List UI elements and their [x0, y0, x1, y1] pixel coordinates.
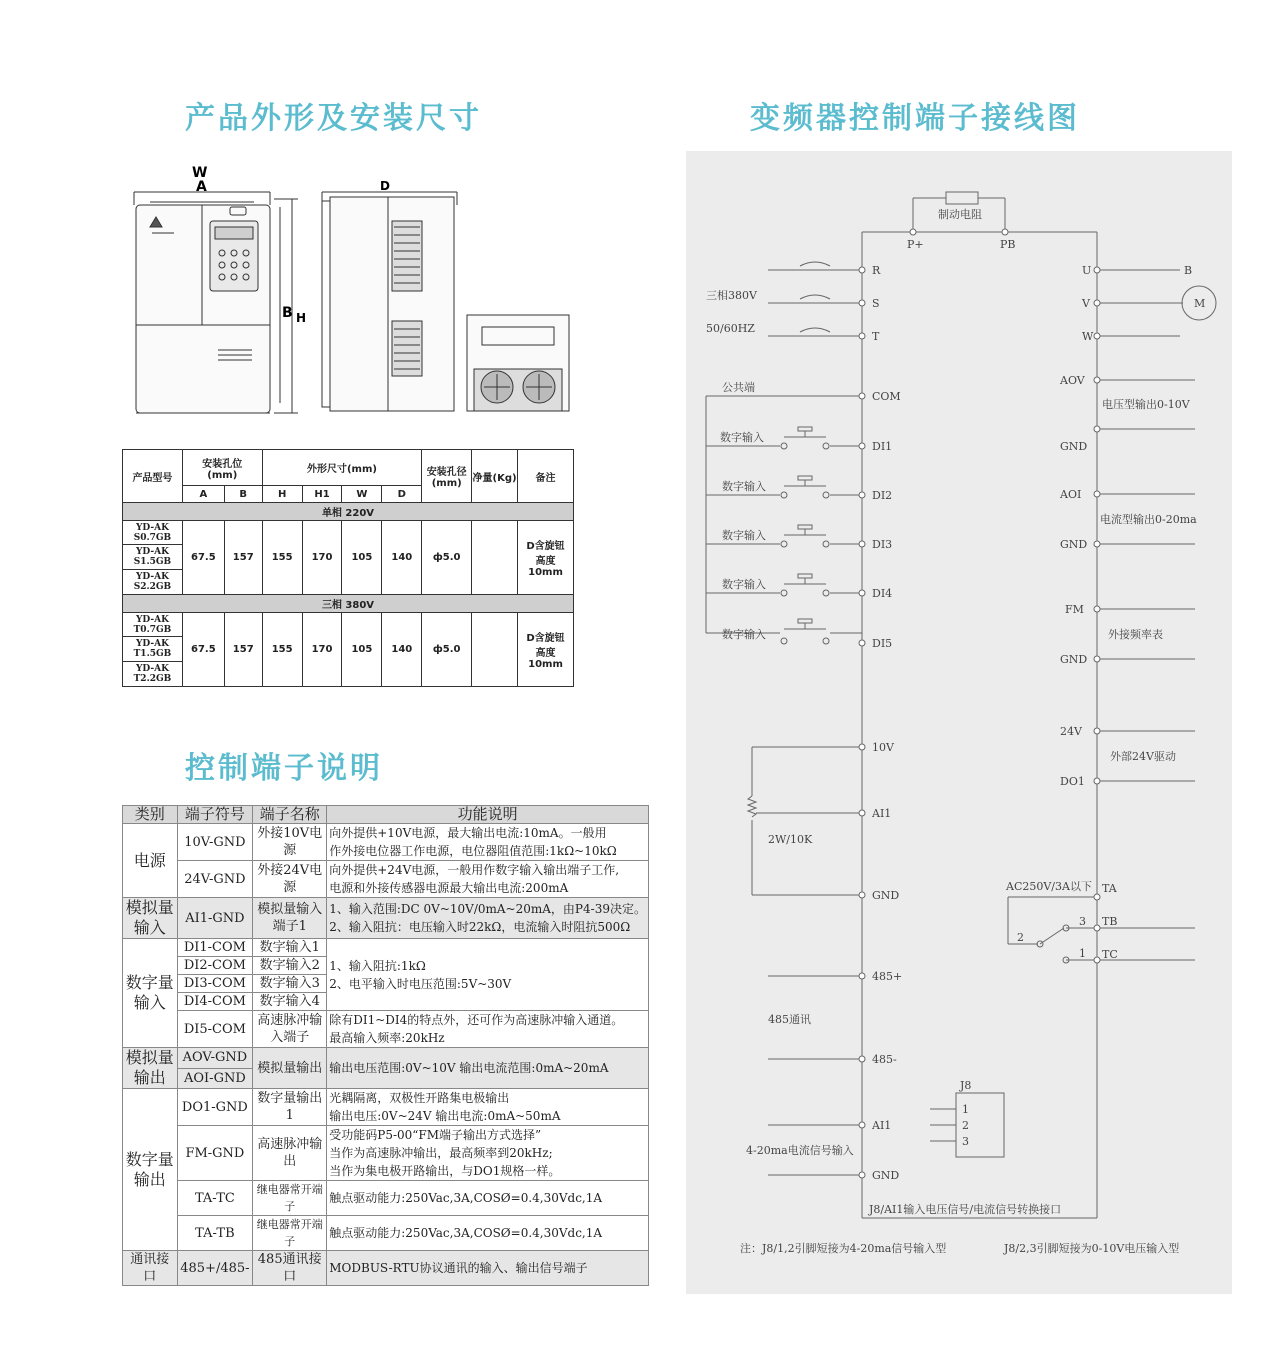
di3-label: DI3 — [872, 538, 893, 551]
term-desc: 受功能码P5-00“FM端子输出方式选择” 当作为高速脉冲输出，最高频率到20kHz; 当作为集电极开路输出，与DO1规格一样。 — [327, 1126, 649, 1181]
term-desc: 向外提供+24V电源，一般用作数字输入输出端子工作, 电源和外接传感器电源最大输出电流:200mA — [327, 861, 649, 898]
spec-col-d: D — [382, 486, 422, 503]
pot-label: 2W/10K — [768, 833, 813, 846]
spec-h-weight: 净量(Kg) — [472, 450, 518, 503]
term-symbol: AI1-GND — [177, 898, 253, 939]
spec-model: YD-AK S0.7GB — [123, 521, 183, 545]
term-h-function: 功能说明 — [327, 806, 649, 824]
spec-band-380: 三相 380V — [123, 595, 574, 613]
term-name: 数字输入4 — [253, 993, 327, 1011]
spec-value: 155 — [262, 613, 302, 687]
j8-pin-label: 2 — [962, 1119, 969, 1132]
dim-a-label: A — [196, 179, 207, 195]
term-symbol: TA-TB — [177, 1216, 253, 1251]
v24-label: 24V — [1060, 725, 1082, 738]
note1: 注：J8/1,2引脚短接为4-20ma信号输入型 — [740, 1242, 947, 1255]
term-symbol: DI1-COM — [177, 939, 253, 957]
term-symbol: FM-GND — [177, 1126, 253, 1181]
term-cat-ai: 模拟量输入 — [123, 898, 178, 939]
ai1-label: AI1 — [872, 1119, 892, 1132]
dim-h-label: H — [296, 311, 307, 325]
wiring-diagram — [686, 151, 1232, 1294]
spec-value: 105 — [342, 613, 382, 687]
term-symbol: 24V-GND — [177, 861, 253, 898]
term-symbol: DI3-COM — [177, 975, 253, 993]
spec-value: 170 — [302, 613, 342, 687]
gnd-label: GND — [872, 889, 900, 902]
term-symbol: AOV-GND — [177, 1048, 253, 1069]
term-cat-com: 通讯接口 — [123, 1251, 178, 1286]
spec-note: D含旋钮高度10mm — [518, 521, 574, 595]
term-name: 高速脉冲输入端子 — [253, 1011, 327, 1048]
term-symbol: AOI-GND — [177, 1068, 253, 1089]
term-desc: 向外提供+10V电源，最大输出电流:10mA。一般用 作外接电位器工作电源，电位器阻值范围:1kΩ~10kΩ — [327, 824, 649, 861]
term-name: 数字输入1 — [253, 939, 327, 957]
gnd-label: GND — [872, 1169, 900, 1182]
ext24-label: 外部24V驱动 — [1110, 750, 1176, 763]
aoi-label: AOI — [1060, 488, 1082, 501]
spec-value: ф5.0 — [422, 613, 472, 687]
spec-h-mount: 安装孔位 (mm) — [182, 450, 262, 486]
com-label: COM — [872, 390, 901, 403]
di4-label: DI4 — [872, 587, 893, 600]
spec-band-220: 单相 220V — [123, 503, 574, 521]
di-side-label: 数字输入 — [722, 628, 766, 641]
term-name: 继电器常开端子 — [253, 1216, 327, 1251]
fm-label: FM — [1065, 603, 1084, 616]
spec-h-note: 备注 — [518, 450, 574, 503]
p-plus-label: P+ — [907, 238, 924, 251]
term-name: 模拟量输入端子1 — [253, 898, 327, 939]
outline-heading: 产品外形及安装尺寸 — [185, 101, 482, 136]
spec-value: 157 — [224, 613, 262, 687]
dim-w-label: W — [192, 165, 208, 181]
spec-value: 157 — [224, 521, 262, 595]
relay-pin-label: 3 — [1079, 915, 1086, 928]
j8-pin-label: 1 — [962, 1103, 969, 1116]
di2-label: DI2 — [872, 489, 893, 502]
ta-label: TA — [1102, 882, 1117, 895]
spec-model: YD-AK T1.5GB — [123, 637, 183, 662]
term-symbol: DO1-GND — [177, 1089, 253, 1126]
di-side-label: 数字输入 — [722, 529, 766, 542]
spec-value: 155 — [262, 521, 302, 595]
spec-note: D含旋钮高度10mm — [518, 613, 574, 687]
w-label: W — [1082, 330, 1094, 343]
spec-col-h1: H1 — [302, 486, 342, 503]
three-phase-label: 三相380V — [706, 289, 757, 302]
term-h-name: 端子名称 — [253, 806, 327, 824]
term-symbol: DI4-COM — [177, 993, 253, 1011]
spec-value — [472, 521, 518, 595]
term-symbol: TA-TC — [177, 1181, 253, 1216]
term-desc: MODBUS-RTU协议通讯的输入、输出信号端子 — [327, 1251, 649, 1286]
spec-col-h: H — [262, 486, 302, 503]
outline-drawing — [122, 165, 574, 415]
di1-label: DI1 — [872, 440, 893, 453]
term-cat-di: 数字量输入 — [123, 939, 178, 1048]
term-h-category: 类别 — [123, 806, 178, 824]
term-name: 外接24V电源 — [253, 861, 327, 898]
spec-model: YD-AK S2.2GB — [123, 570, 183, 595]
tb-label: TB — [1102, 915, 1118, 928]
di-side-label: 数字输入 — [722, 480, 766, 493]
v-label: V — [1082, 297, 1090, 310]
i-out-label: 电流型输出0-20ma — [1100, 513, 1197, 526]
spec-h-outline: 外形尺寸(mm) — [262, 450, 422, 486]
spec-value: 67.5 — [182, 521, 224, 595]
spec-model: YD-AK T0.7GB — [123, 613, 183, 637]
relay-rating-label: AC250V/3A以下 — [1006, 880, 1092, 893]
term-desc: 触点驱动能力:250Vac,3A,COSØ=0.4,30Vdc,1A — [327, 1216, 649, 1251]
freq-label: 50/60HZ — [706, 322, 755, 335]
term-desc: 1、输入范围:DC 0V~10V/0mA~20mA，由P4-39决定。 2、输入阻抗：电压输入时22kΩ，电流输入时阻抗500Ω — [327, 898, 649, 939]
r-label: R — [872, 264, 881, 277]
j8-label: J8 — [960, 1079, 972, 1092]
term-symbol: DI5-COM — [177, 1011, 253, 1048]
spec-col-w: W — [342, 486, 382, 503]
spec-col-a: A — [182, 486, 224, 503]
term-symbol: 10V-GND — [177, 824, 253, 861]
term-name: 数字输入2 — [253, 957, 327, 975]
terminal-table — [122, 805, 649, 1286]
spec-value: 67.5 — [182, 613, 224, 687]
relay-pin-label: 1 — [1079, 947, 1086, 960]
spec-value: 140 — [382, 613, 422, 687]
aov-label: AOV — [1060, 374, 1085, 387]
motor-b-label: B — [1184, 264, 1193, 277]
terminals-heading: 控制端子说明 — [185, 751, 383, 786]
spec-h-hole: 安装孔径 (mm) — [422, 450, 472, 503]
relay-pin-label: 2 — [1017, 931, 1024, 944]
note2: J8/2,3引脚短接为0-10V电压输入型 — [1004, 1242, 1180, 1255]
term-cat-power: 电源 — [123, 824, 178, 898]
term-name: 继电器常开端子 — [253, 1181, 327, 1216]
term-name: 外接10V电源 — [253, 824, 327, 861]
comm485-label: 485通讯 — [768, 1013, 811, 1026]
spec-model: YD-AK S1.5GB — [123, 545, 183, 570]
ma-in-label: 4-20ma电流信号输入 — [746, 1144, 854, 1157]
v-out-label: 电压型输出0-10V — [1102, 398, 1190, 411]
spec-model: YD-AK T2.2GB — [123, 662, 183, 687]
m485-label: 485- — [872, 1053, 897, 1066]
brake-label: 制动电阻 — [938, 208, 982, 221]
term-cat-do: 数字量输出 — [123, 1089, 178, 1251]
term-h-symbol: 端子符号 — [177, 806, 253, 824]
dim-d-label: D — [380, 179, 390, 193]
p485-label: 485+ — [872, 970, 903, 983]
wiring-heading: 变频器控制端子接线图 — [750, 101, 1080, 136]
term-desc: 光耦隔离，双极性开路集电极输出 输出电压:0V~24V 输出电流:0mA~50mA — [327, 1089, 649, 1126]
v10-label: 10V — [872, 741, 894, 754]
di-side-label: 数字输入 — [722, 578, 766, 591]
spec-value: ф5.0 — [422, 521, 472, 595]
tc-label: TC — [1102, 948, 1118, 961]
term-name: 模拟量输出 — [253, 1048, 327, 1089]
ai1-label: AI1 — [872, 807, 892, 820]
freq-meter-label: 外接频率表 — [1108, 628, 1163, 641]
dim-b-label: B — [282, 305, 293, 321]
spec-value: 170 — [302, 521, 342, 595]
spec-value: 105 — [342, 521, 382, 595]
term-name: 数字输入3 — [253, 975, 327, 993]
di5-label: DI5 — [872, 637, 893, 650]
t-label: T — [872, 330, 880, 343]
u-label: U — [1082, 264, 1092, 277]
s-label: S — [872, 297, 880, 310]
term-name: 数字量输出1 — [253, 1089, 327, 1126]
spec-h-model: 产品型号 — [123, 450, 183, 503]
spec-table — [122, 449, 574, 687]
pb-label: PB — [1000, 238, 1016, 251]
do1-label: DO1 — [1060, 775, 1085, 788]
spec-value — [472, 613, 518, 687]
term-desc: 输出电压范围:0V~10V 输出电流范围:0mA~20mA — [327, 1048, 649, 1089]
di-side-label: 数字输入 — [720, 431, 764, 444]
gnd-label: GND — [1060, 440, 1088, 453]
motor-m-label: M — [1194, 297, 1206, 310]
spec-col-b: B — [224, 486, 262, 503]
com-side-label: 公共端 — [722, 381, 755, 394]
wiring-svg — [686, 151, 1232, 1294]
term-cat-ao: 模拟量输出 — [123, 1048, 178, 1089]
gnd-label: GND — [1060, 538, 1088, 551]
gnd-label: GND — [1060, 653, 1088, 666]
j8-caption: J8/AI1输入电压信号/电流信号转换接口 — [869, 1203, 1062, 1216]
term-name: 485通讯接口 — [253, 1251, 327, 1286]
term-symbol: 485+/485- — [177, 1251, 253, 1286]
term-symbol: DI2-COM — [177, 957, 253, 975]
term-desc: 除有DI1~DI4的特点外，还可作为高速脉冲输入通道。 最高输入频率:20kHz — [327, 1011, 649, 1048]
j8-pin-label: 3 — [962, 1135, 969, 1148]
term-desc: 1、输入阻抗:1kΩ 2、电平输入时电压范围:5V~30V — [327, 939, 649, 1011]
spec-value: 140 — [382, 521, 422, 595]
term-desc: 触点驱动能力:250Vac,3A,COSØ=0.4,30Vdc,1A — [327, 1181, 649, 1216]
term-name: 高速脉冲输出 — [253, 1126, 327, 1181]
